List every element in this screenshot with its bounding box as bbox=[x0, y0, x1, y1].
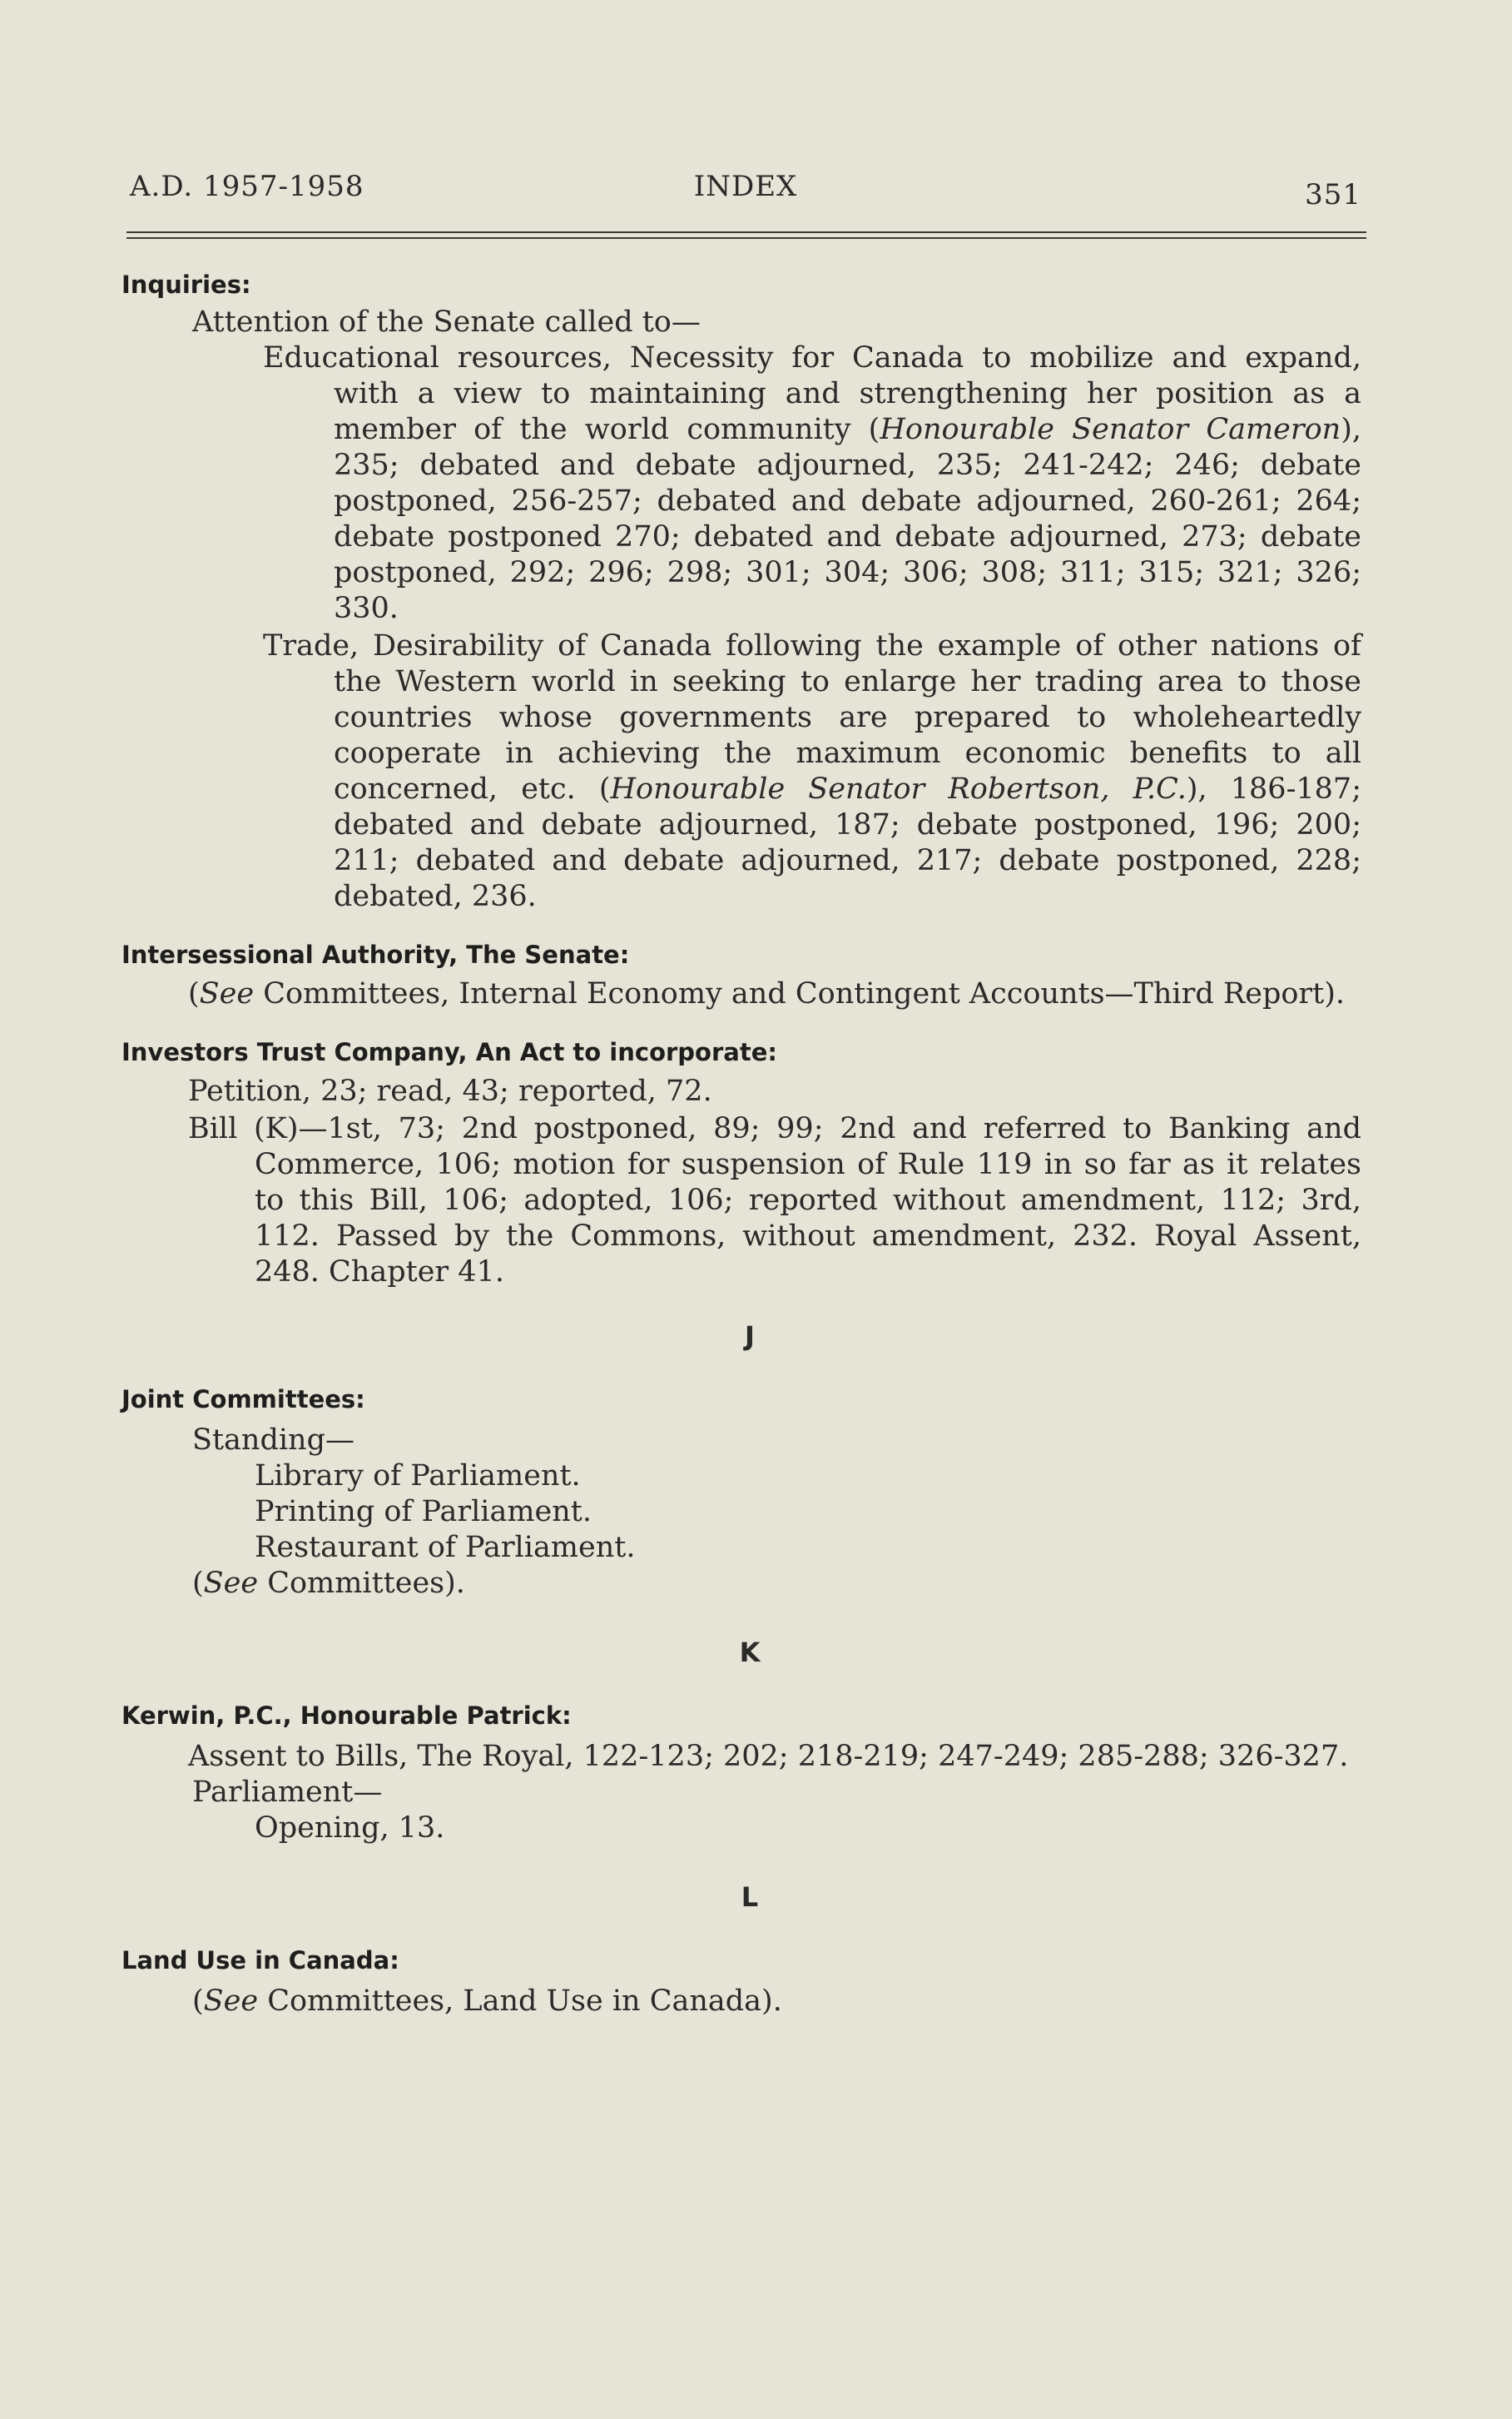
section-letter-j: J bbox=[745, 1320, 755, 1352]
running-head bbox=[130, 170, 1361, 211]
header-rule-top bbox=[126, 231, 1366, 233]
entry-heading-kerwin: Kerwin, P.C., Honourable Patrick: bbox=[121, 1701, 572, 1730]
header-years: A.D. 1957-1958 bbox=[130, 170, 364, 203]
investors-petition: Petition, 23; read, 43; reported, 72. bbox=[188, 1075, 712, 1108]
intersessional-see-reference: (See Committees, Internal Economy and Contingent Accounts—Third Report). bbox=[188, 977, 1346, 1011]
inquiry-educational-resources: Educational resources, Necessity for Canada to mobilize and expand, with a view to maintaining and strengthening her position as a member of the world community (Honourable Senator Cameron), 235; debated and debate adjourned, 235; 241-242; 246; debate postponed, 256-257; debated and debate adjourned, 260-261; 264; debate postponed 270; debated and debate adjourned, 273; debate postponed, 292; 296; 298; 301; 304; 306; 308; 311; 315; 321; 326; 330. bbox=[263, 341, 1361, 625]
joint-item: Library of Parliament. bbox=[255, 1459, 581, 1493]
entry-heading-joint-committees: Joint Committees: bbox=[121, 1385, 365, 1413]
investors-bill: Bill (K)—1st, 73; 2nd postponed, 89; 99; 2nd and referred to Banking and Commerce, 106; motion for suspension of Rule 119 in so far as it relates to this Bill, 106; adopted, 106; reported without amendment, 112; 3rd, 112. Passed by the Commons, without amendment, 232. Royal Assent, 248. Chapter 41. bbox=[188, 1112, 1361, 1289]
land-use-see-reference: (See Committees, Land Use in Canada). bbox=[192, 1984, 782, 2018]
entry-heading-investors-trust: Investors Trust Company, An Act to incorporate: bbox=[121, 1038, 777, 1066]
entry-heading-land-use: Land Use in Canada: bbox=[121, 1946, 399, 1974]
joint-item: Restaurant of Parliament. bbox=[255, 1531, 636, 1564]
header-rule-bottom bbox=[126, 237, 1366, 239]
entry-heading-inquiries: Inquiries: bbox=[121, 271, 251, 299]
senator-name: Honourable Senator Robertson, P.C. bbox=[610, 772, 1187, 806]
senator-name: Honourable Senator Cameron bbox=[880, 413, 1341, 446]
inquiry-trade: Trade, Desirability of Canada following the example of other nations of the Western world in seeking to enlarge her trading area to those countries whose governments are prepared to wholeheartedly cooperate in achieving the maximum economic benefits to all concerned, etc. (Honourable Senator Robertson, P.C.), 186-187; debated and debate adjourned, 187; debate postponed, 196; 200; 211; debated and debate adjourned, 217; debate postponed, 228; debated, 236. bbox=[263, 629, 1361, 913]
joint-item: Printing of Parliament. bbox=[255, 1495, 592, 1528]
joint-standing: Standing— bbox=[192, 1423, 354, 1457]
header-title: INDEX bbox=[693, 170, 798, 203]
inquiries-intro: Attention of the Senate called to— bbox=[192, 305, 701, 339]
index-body bbox=[121, 268, 1361, 2019]
kerwin-opening: Opening, 13. bbox=[255, 1811, 445, 1845]
kerwin-parliament: Parliament— bbox=[192, 1776, 383, 1809]
kerwin-assent: Assent to Bills, The Royal, 122-123; 202; 218-219; 247-249; 285-288; 326-327. bbox=[188, 1740, 1349, 1773]
section-letter-l: L bbox=[741, 1881, 759, 1913]
section-letter-k: K bbox=[739, 1637, 761, 1668]
page-number: 351 bbox=[1305, 178, 1361, 211]
joint-see-reference: (See Committees). bbox=[192, 1567, 465, 1600]
entry-heading-intersessional: Intersessional Authority, The Senate: bbox=[121, 941, 630, 969]
